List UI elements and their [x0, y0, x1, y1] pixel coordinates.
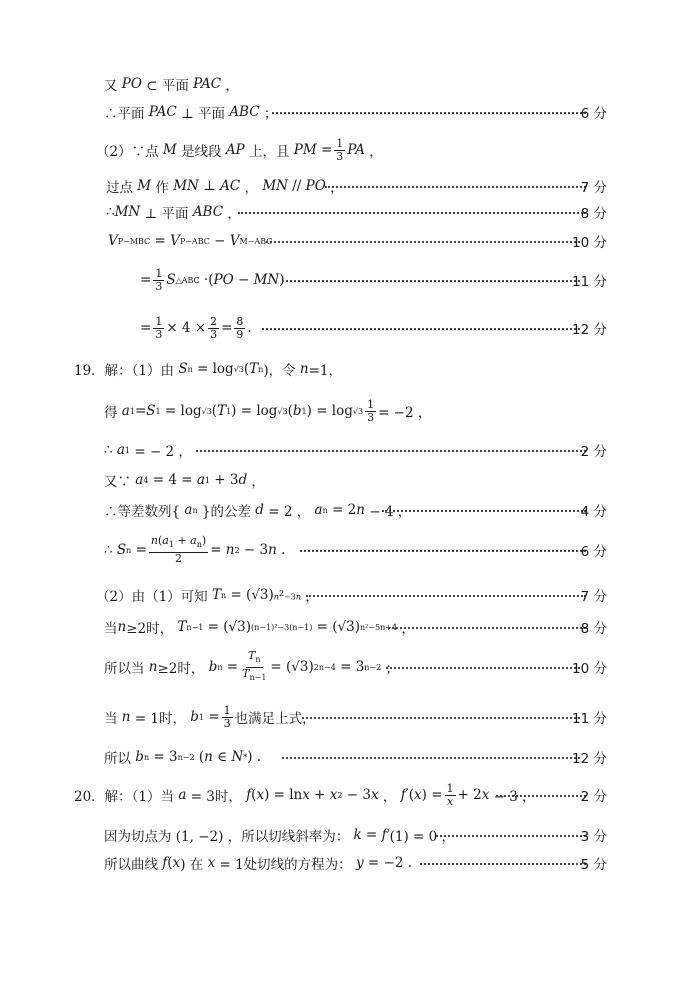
- solution-line: [0, 99, 696, 125]
- solution-line: [0, 744, 696, 770]
- score-label: 4 分: [580, 504, 607, 520]
- leader-dots: [496, 795, 586, 797]
- solution-line: [0, 395, 696, 427]
- fraction: $\frac{n(a_1 + a_n)}{2}$: [150, 534, 207, 565]
- leader-dots: [382, 510, 586, 512]
- leader-dots: [262, 328, 580, 330]
- solution-line: [0, 532, 696, 568]
- leader-dots: [306, 595, 586, 597]
- fraction: $\frac{T_n}{T_{n-1}}$: [242, 649, 267, 682]
- fraction: $\frac{1}{3}$: [336, 136, 344, 163]
- solution-line: [0, 263, 696, 297]
- line-text: 19．解：（1）由 S n = log √3 ( T n )，令 n =1，: [74, 361, 343, 379]
- solution-line: [0, 134, 696, 166]
- score-label: 3 分: [580, 829, 607, 845]
- score-label: 8 分: [580, 621, 607, 637]
- leader-dots: [272, 112, 586, 114]
- score-label: 11 分: [572, 711, 607, 727]
- line-text: （2）∵点 M 是线段 AP 上，且 PM = $\frac{1}{3}$ PA ，: [96, 136, 383, 163]
- fraction: $\frac{8}{9}$: [236, 314, 244, 341]
- fraction: $\frac{1}{3}$: [155, 314, 163, 341]
- line-text: ∴ a 1 = − 2 ，: [104, 442, 192, 460]
- line-text: 过点 M 作 MN ⊥ AC ， MN // PO ，: [106, 178, 344, 196]
- fraction: $\frac{1}{x}$: [446, 781, 454, 808]
- leader-dots: [196, 450, 586, 452]
- solution-line: [0, 497, 696, 523]
- score-label: 5 分: [580, 857, 607, 873]
- solution-line: [0, 356, 696, 382]
- leader-dots: [386, 667, 580, 669]
- score-label: 12 分: [572, 322, 607, 338]
- solution-line: [0, 199, 696, 225]
- line-text: ∴ S n = $\frac{n(a_1 + a_n)}{2}$ = n 2 − 3 n .: [104, 534, 286, 565]
- solution-line: [0, 467, 696, 493]
- line-text: 又∵ a 4 = 4 = a 1 + 3 d ，: [104, 472, 265, 490]
- leader-dots: [420, 863, 586, 865]
- leader-dots: [282, 280, 580, 282]
- line-text: 因为切点为 (1, −2) ，所以切线斜率为： k = f ′(1) = 0 ，: [104, 827, 456, 845]
- solution-line: [0, 582, 696, 608]
- line-text: = $\frac{1}{3}$ S △ABC ·( PO − MN ): [140, 266, 285, 293]
- score-label: 6 分: [580, 106, 607, 122]
- line-text: 得 a 1 = S 1 = log √3 ( T 1 ) = log √3 ( b 1 ) = log √3 $\frac{1}{3}$ = −2 ，: [104, 397, 432, 424]
- score-label: 2 分: [580, 789, 607, 805]
- solution-line: [0, 614, 696, 640]
- leader-dots: [282, 757, 580, 759]
- leader-dots: [266, 241, 580, 243]
- line-text: ∴平面 PAC ⊥ 平面 ABC ；: [104, 104, 278, 122]
- solution-line: [0, 779, 696, 811]
- line-text: = $\frac{1}{3}$ × 4 × $\frac{2}{3}$ = $\frac{8}{9}$ .: [140, 314, 252, 341]
- leader-dots: [325, 186, 586, 188]
- score-label: 6 分: [580, 544, 607, 560]
- solution-line: [0, 649, 696, 685]
- solution-line: [0, 437, 696, 463]
- score-label: 2 分: [580, 444, 607, 460]
- leader-dots: [300, 550, 586, 552]
- line-text: 当 n = 1时， b 1 = $\frac{1}{3}$ 也满足上式，: [104, 703, 316, 730]
- solution-line: [0, 311, 696, 345]
- line-text: 又 PO ⊂ 平面 PAC ，: [104, 76, 239, 94]
- leader-dots: [436, 835, 586, 837]
- score-label: 12 分: [572, 751, 607, 767]
- fraction: $\frac{1}{3}$: [367, 397, 375, 424]
- line-text: （2）由（1）可知 T n = (√3) $n^2-3n$ ，: [96, 587, 319, 605]
- solution-line: [0, 850, 696, 876]
- line-text: 所以当 n ≥2时， b n = $\frac{T_n}{T_{n-1}}$ = (√3) 2n−4 = 3 n−2 ；: [104, 649, 400, 682]
- line-text: 所以曲线 f ( x ) 在 x = 1处切线的方程为： y = −2 .: [104, 855, 412, 873]
- line-text: ∴等差数列{ a n }的公差 d = 2 ， a n = 2 n − 4 ，: [104, 502, 412, 520]
- leader-dots: [238, 212, 586, 214]
- line-text: V P−MBC = V P−ABC − V M−ABC: [108, 233, 273, 249]
- line-text: 所以 b n = 3 n−2 ( n ∈ N * ) .: [104, 749, 262, 767]
- score-label: 8 分: [580, 206, 607, 222]
- score-label: 10 分: [572, 235, 607, 251]
- solution-line: [0, 701, 696, 733]
- fraction: $\frac{2}{3}$: [210, 314, 218, 341]
- solution-line: [0, 71, 696, 97]
- score-label: 7 分: [580, 589, 607, 605]
- solution-line: [0, 173, 696, 199]
- leader-dots: [388, 627, 586, 629]
- score-label: 7 分: [580, 180, 607, 196]
- fraction: $\frac{1}{3}$: [155, 266, 163, 293]
- score-label: 11 分: [572, 274, 607, 290]
- line-text: ∴ MN ⊥ 平面 ABC ，: [106, 204, 241, 222]
- score-label: 10 分: [572, 661, 607, 677]
- leader-dots: [302, 717, 580, 719]
- line-text: 当 n ≥2时， T n−1 = (√3) (n−1)²−3(n−1) = (√3) n²−5n+4 ，: [104, 619, 415, 637]
- fraction: $\frac{1}{3}$: [223, 703, 231, 730]
- line-text: 20．解：（1）当 a = 3时， f ( x ) = ln x + x 2 − 3 x ， f ′( x ) = $\frac{1}{x}$ + 2 x − 3 ，: [74, 781, 536, 808]
- solution-line: [0, 228, 696, 254]
- solution-line: [0, 822, 696, 848]
